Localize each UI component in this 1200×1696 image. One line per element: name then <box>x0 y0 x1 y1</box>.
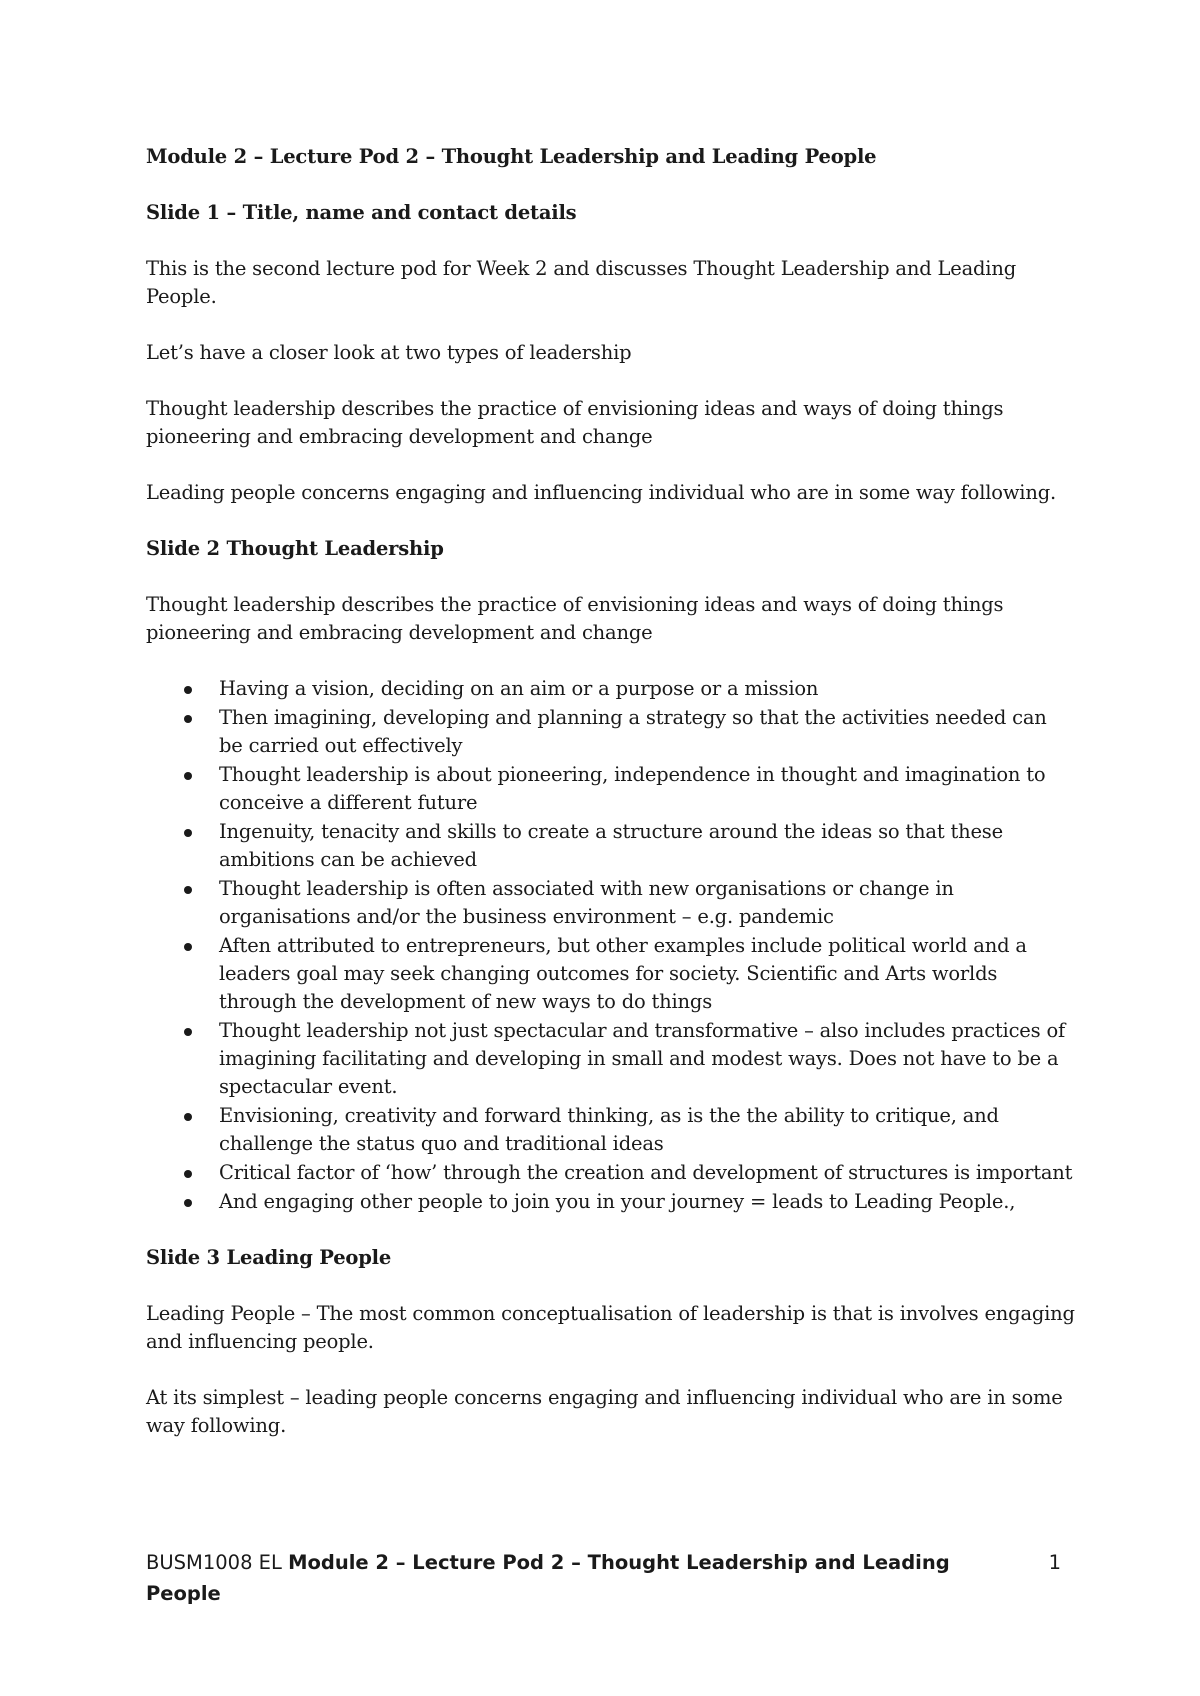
bullet-icon <box>184 1199 192 1207</box>
bullet-icon <box>184 943 192 951</box>
slide3-paragraph: At its simplest – leading people concerns engaging and influencing individual who are in some way following. <box>146 1386 1063 1437</box>
bullet-icon <box>184 1170 192 1178</box>
document-title: Module 2 – Lecture Pod 2 – Thought Leadership and Leading People <box>146 145 877 168</box>
bullet-icon <box>184 829 192 837</box>
list-item-text: Critical factor of ‘how’ through the creation and development of structures is important <box>219 1161 1073 1184</box>
bullet-icon <box>184 1113 192 1121</box>
list-item <box>219 1159 1076 1187</box>
bullet-icon <box>184 686 192 694</box>
footer-course-code: BUSM1008 EL <box>146 1551 289 1574</box>
list-item <box>219 675 1076 703</box>
list-item <box>219 1102 1076 1158</box>
slide1-paragraph: This is the second lecture pod for Week 2 and discusses Thought Leadership and Leading People. <box>146 257 1016 308</box>
slide1-paragraph: Leading people concerns engaging and influencing individual who are in some way following. <box>146 481 1056 504</box>
slide2-bullet-list <box>146 675 1076 1216</box>
page-number: 1 <box>1048 1551 1061 1574</box>
slide3-heading: Slide 3 Leading People <box>146 1246 392 1269</box>
slide2-heading: Slide 2 Thought Leadership <box>146 537 444 560</box>
list-item-text: Having a vision, deciding on an aim or a purpose or a mission <box>219 677 819 700</box>
list-item <box>219 875 1076 931</box>
list-item-text: Thought leadership is about pioneering, independence in thought and imagination to conceive a different future <box>219 763 1046 814</box>
page-footer <box>146 1547 1076 1609</box>
slide1-paragraph: Thought leadership describes the practice of envisioning ideas and ways of doing things pioneering and embracing development and change <box>146 397 1004 448</box>
bullet-icon <box>184 772 192 780</box>
slide2-intro: Thought leadership describes the practice of envisioning ideas and ways of doing things pioneering and embracing development and change <box>146 593 1004 644</box>
list-item-text: Thought leadership not just spectacular and transformative – also includes practices of imagining facilitating and developing in small and modest ways. Does not have to be a spectacular event. <box>219 1019 1066 1098</box>
list-item-text: Envisioning, creativity and forward thinking, as is the the ability to critique, and challenge the status quo and traditional ideas <box>219 1104 999 1155</box>
list-item <box>219 818 1076 874</box>
list-item-text: Thought leadership is often associated with new organisations or change in organisations and/or the business environment – e.g. pandemic <box>219 877 954 928</box>
slide3-paragraph: Leading People – The most common conceptualisation of leadership is that is involves engaging and influencing people. <box>146 1302 1075 1353</box>
list-item <box>219 1017 1076 1101</box>
list-item <box>219 932 1076 1016</box>
slide1-heading: Slide 1 – Title, name and contact details <box>146 201 577 224</box>
list-item-text: And engaging other people to join you in your journey = leads to Leading People., <box>219 1190 1016 1213</box>
document-body <box>146 143 1076 1468</box>
footer-title: Module 2 – Lecture Pod 2 – Thought Leadership and Leading People <box>146 1551 950 1605</box>
bullet-icon <box>184 1028 192 1036</box>
list-item-text: Aften attributed to entrepreneurs, but other examples include political world and a leaders goal may seek changing outcomes for society. Scientific and Arts worlds through the development of new ways to do things <box>219 934 1027 1013</box>
list-item <box>219 761 1076 817</box>
bullet-icon <box>184 886 192 894</box>
slide1-paragraph: Let’s have a closer look at two types of leadership <box>146 341 632 364</box>
bullet-icon <box>184 715 192 723</box>
list-item <box>219 1188 1076 1216</box>
footer-text <box>146 1547 966 1609</box>
list-item-text: Then imagining, developing and planning a strategy so that the activities needed can be carried out effectively <box>219 706 1047 757</box>
list-item-text: Ingenuity, tenacity and skills to create a structure around the ideas so that these ambitions can be achieved <box>219 820 1003 871</box>
list-item <box>219 704 1076 760</box>
